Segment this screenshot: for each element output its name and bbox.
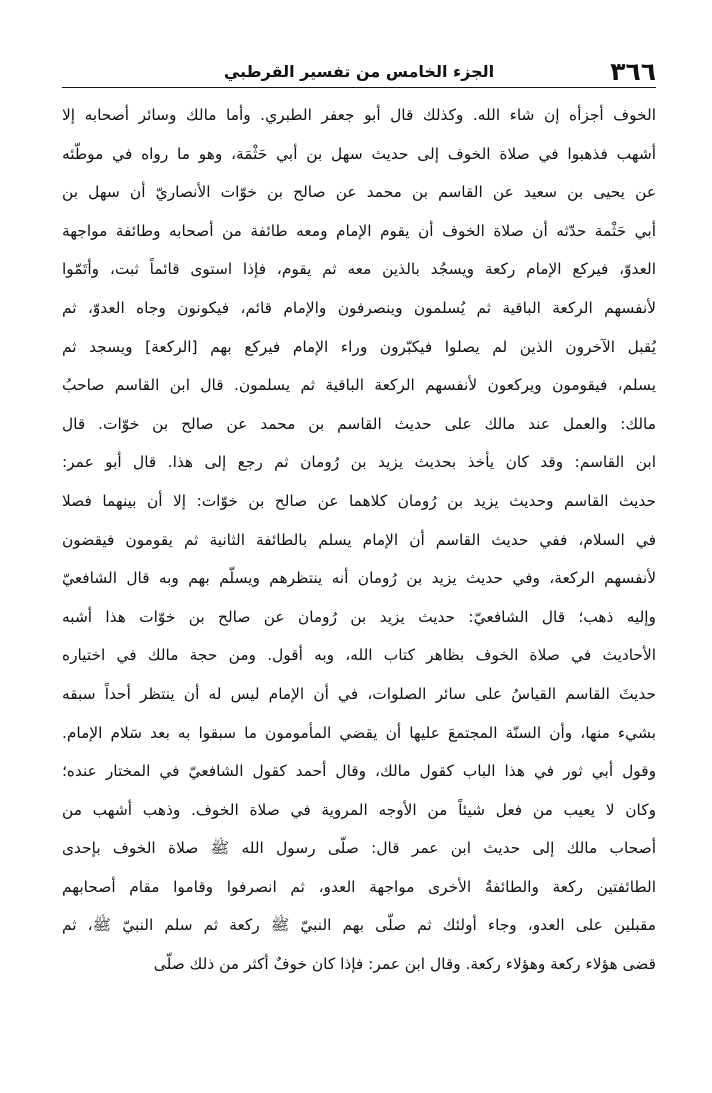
text-line: مالك: والعمل عند مالك على حديث القاسم بن محمد عن صالح بن خوّات. قال xyxy=(62,414,656,433)
text-line: يسلم، فيقومون ويركعون لأنفسهم الركعة الباقية ثم يسلمون. قال ابن القاسم صاحبُ xyxy=(62,376,656,395)
text-line: الأحاديث في صلاة الخوف بظاهر كتاب الله، وبه أقول. ومن حجة مالك في اختياره xyxy=(62,646,656,665)
text-line: بشيء منها، وأن السنّة المجتمعَ عليها أن يقضي المأمومون ما سبقوا به بعد سَلام الإمام. xyxy=(62,723,656,742)
text-line: في السلام، ففي حديث القاسم أن الإمام يسلم بالطائفة الثانية ثم يقومون فيقضون xyxy=(62,530,656,549)
text-line: وكان لا يعيب من فعل شيئاً من الأوجه المروية في صلاة الخوف. وذهب أشهب من xyxy=(62,800,656,819)
text-line: قضى هؤلاء ركعة وهؤلاء ركعة. وقال ابن عمر: فإذا كان خوفٌ أكثر من ذلك صلّى xyxy=(153,955,656,974)
text-line: مقبلين على العدو، وجاء أولئك ثم صلّى بهم النبيّ ﷺ ركعة ثم سلم النبيّ ﷺ، ثم xyxy=(62,916,656,935)
text-line: العدوّ، فيركع الإمام ركعة ويسجُد بالذين معه ثم يقوم، فإذا استوى قائماً ثبت، وأتَمّوا xyxy=(62,260,656,279)
text-line: يُقبل الآخرون الذين لم يصلوا فيكبّرون وراء الإمام فيركع بهم [الركعة] ويسجد ثم xyxy=(62,337,656,356)
page-header xyxy=(62,56,656,88)
text-line: الخوف أجزأه إن شاء الله. وكذلك قال أبو جعفر الطبري. وأما مالك وسائر أصحابه إلا xyxy=(62,106,656,124)
body-text xyxy=(62,96,656,984)
text-line: أشهب فذهبوا في صلاة الخوف إلى حديث سهل بن أبي حَثْمَة، وهو ما رواه في موطّئه xyxy=(62,144,656,163)
header-rule xyxy=(62,87,656,88)
text-line: حديث القاسم وحديث يزيد بن رُومان كلاهما عن صالح بن خوّات: إلا أن بينهما فصلا xyxy=(62,491,656,510)
text-line: ابن القاسم: وقد كان يأخذ بحديث يزيد بن رُومان ثم رجع إلى هذا. قال أبو عمر: xyxy=(62,453,656,472)
text-line: وإليه ذهب؛ قال الشافعيّ: حديث يزيد بن رُومان عن صالح بن خوّات هذا أشبه xyxy=(62,607,656,626)
text-line: عن يحيى بن سعيد عن القاسم بن محمد عن صالح بن خوّات الأنصاريّ أن سهل بن xyxy=(62,183,656,202)
page-number: ٣٦٦ xyxy=(610,57,656,86)
text-line: أصحاب مالك إلى حديث ابن عمر قال: صلّى رسول الله ﷺ صلاة الخوف بإحدى xyxy=(62,839,656,858)
running-title: الجزء الخامس من تفسير القرطبي xyxy=(223,62,495,81)
text-line: حديثَ القاسم القياسُ على سائر الصلوات، في أن الإمام ليس له أن ينتظر أحداً سبقه xyxy=(62,684,656,703)
text-line: أبي حَثْمة حدّثه أن صلاة الخوف أن يقوم الإمام ومعه طائفة من أصحابه وطائفة مواجهة xyxy=(62,221,656,240)
text-line: لأنفسهم الركعة الباقية ثم يُسلمون وينصرفون والإمام قائم، فيكونون وجاه العدوّ، ثم xyxy=(62,298,656,317)
text-line: وقول أبي ثور في هذا الباب كقول مالك، وقال أحمد كقول الشافعيّ في المختار عنده؛ xyxy=(62,762,656,781)
text-line: لأنفسهم الركعة، وفي حديث يزيد بن رُومان أنه ينتظرهم ويسلّم بهم وبه قال الشافعيّ xyxy=(62,569,656,588)
text-line: الطائفتين ركعة والطائفةُ الأخرى مواجهة العدو، ثم انصرفوا وقاموا مقام أصحابهم xyxy=(62,877,656,896)
